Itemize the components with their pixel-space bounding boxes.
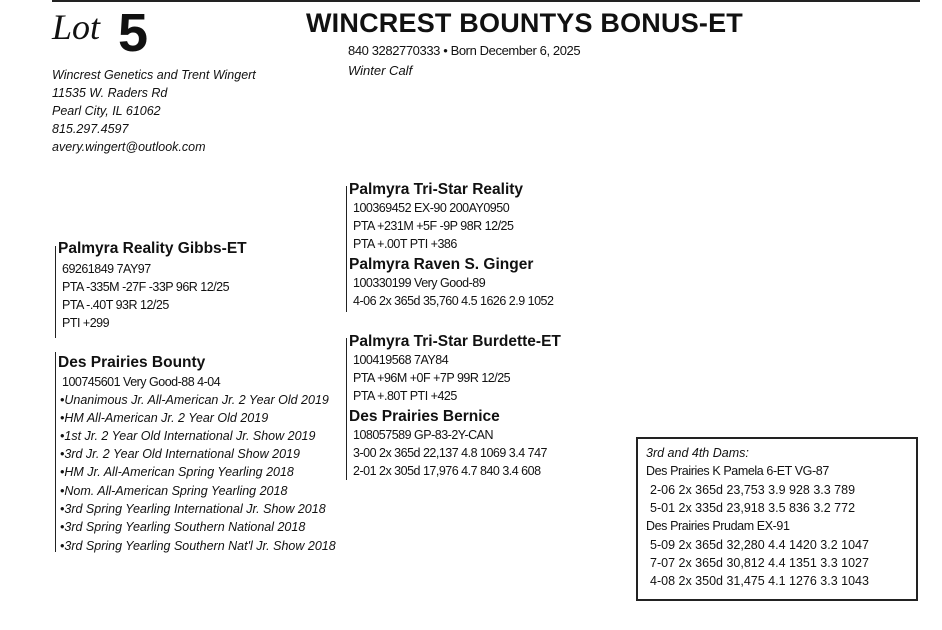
dam-honor: •3rd Spring Yearling International Jr. Show 2018 (60, 502, 326, 516)
sire-line-2: PTA -335M -27F -33P 96R 12/25 (62, 280, 230, 294)
sire-name: Palmyra Reality Gibbs-ET (58, 240, 247, 257)
consignor-address: 11535 W. Raders Rd (52, 86, 168, 100)
consignor-phone: 815.297.4597 (52, 122, 129, 136)
sire-sire-line-1: 100369452 EX-90 200AY0950 (353, 201, 510, 215)
dam-dam-line-2: 3-00 2x 365d 22,137 4.8 1069 3.4 747 (353, 446, 547, 460)
dam-honor: •Unanimous Jr. All-American Jr. 2 Year Old 2019 (60, 393, 329, 407)
animal-name: WINCREST BOUNTYS BONUS-ET (306, 8, 743, 38)
sire-sire-line-2: PTA +231M +5F -9P 98R 12/25 (353, 219, 514, 233)
dam-line-1: 100745601 Very Good-88 4-04 (62, 375, 221, 389)
sire-line-1: 69261849 7AY97 (62, 262, 151, 276)
calf-class: Winter Calf (348, 63, 413, 78)
sire-sire-bracket (346, 186, 347, 312)
dam-sire-line-1: 100419568 7AY84 (353, 353, 449, 367)
dams-box-title: 3rd and 4th Dams: (646, 446, 749, 460)
sire-dam-line-1: 100330199 Very Good-89 (353, 276, 486, 290)
third-dam-name: Des Prairies K Pamela 6-ET VG-87 (646, 464, 829, 478)
dam-sire-line-2: PTA +96M +0F +7P 99R 12/25 (353, 371, 511, 385)
sire-dam-name: Palmyra Raven S. Ginger (349, 256, 534, 273)
lot-label: Lot (52, 7, 101, 47)
dam-honor: •Nom. All-American Spring Yearling 2018 (60, 484, 288, 498)
sire-sire-line-3: PTA +.00T PTI +386 (353, 237, 457, 251)
dam-sire-name: Palmyra Tri-Star Burdette-ET (349, 333, 561, 350)
sire-line-4: PTI +299 (62, 316, 110, 330)
dam-dam-name: Des Prairies Bernice (349, 408, 500, 425)
dam-honor: •3rd Spring Yearling Southern Nat'l Jr. Show 2018 (60, 539, 336, 553)
dam-name: Des Prairies Bounty (58, 354, 206, 371)
sire-sire-name: Palmyra Tri-Star Reality (349, 181, 524, 198)
dam-sire-bracket (346, 338, 347, 480)
fourth-dam-record: 5-09 2x 365d 32,280 4.4 1420 3.2 1047 (650, 538, 869, 552)
sire-line-3: PTA -.40T 93R 12/25 (62, 298, 169, 312)
fourth-dam-name: Des Prairies Prudam EX-91 (646, 519, 790, 533)
sire-bracket (55, 246, 56, 338)
dam-dam-line-3: 2-01 2x 305d 17,976 4.7 840 3.4 608 (353, 464, 541, 478)
dam-honor: •3rd Jr. 2 Year Old International Show 2019 (60, 447, 300, 461)
sire-dam-line-2: 4-06 2x 365d 35,760 4.5 1626 2.9 1052 (353, 294, 554, 308)
header-rule (52, 0, 920, 2)
dam-honor: •3rd Spring Yearling Southern National 2018 (60, 520, 306, 534)
registration-line: 840 3282770333 • Born December 6, 2025 (348, 43, 581, 58)
consignor-city: Pearl City, IL 61062 (52, 104, 161, 118)
dam-bracket (55, 352, 56, 552)
dam-honor: •HM Jr. All-American Spring Yearling 2018 (60, 465, 294, 479)
dam-honor: •1st Jr. 2 Year Old International Jr. Show 2019 (60, 429, 316, 443)
third-dam-record: 2-06 2x 365d 23,753 3.9 928 3.3 789 (650, 483, 856, 497)
dam-dam-line-1: 108057589 GP-83-2Y-CAN (353, 428, 494, 442)
consignor-email: avery.wingert@outlook.com (52, 140, 206, 154)
dam-sire-line-3: PTA +.80T PTI +425 (353, 389, 457, 403)
lot-number: 5 (118, 3, 149, 63)
fourth-dam-record: 7-07 2x 365d 30,812 4.4 1351 3.3 1027 (650, 556, 869, 570)
consignor-name: Wincrest Genetics and Trent Wingert (52, 68, 256, 82)
dam-honor: •HM All-American Jr. 2 Year Old 2019 (60, 411, 269, 425)
third-dam-record: 5-01 2x 335d 23,918 3.5 836 3.2 772 (650, 501, 856, 515)
fourth-dam-record: 4-08 2x 350d 31,475 4.1 1276 3.3 1043 (650, 574, 869, 588)
